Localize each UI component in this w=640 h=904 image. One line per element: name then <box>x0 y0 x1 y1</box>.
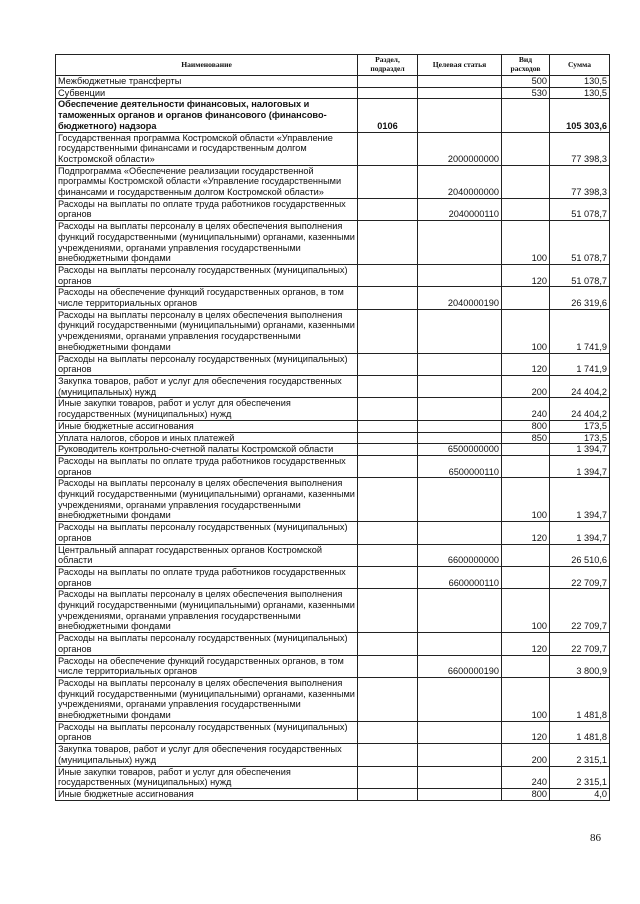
cell-expense-type <box>502 99 550 132</box>
cell-expense-type: 200 <box>502 375 550 397</box>
header-name: Наименование <box>56 55 358 76</box>
table-row <box>56 309 610 353</box>
cell-sum: 26 319,6 <box>550 287 610 309</box>
cell-name: Расходы на выплаты персоналу государственных (муниципальных) органов <box>56 633 358 655</box>
cell-expense-type: 120 <box>502 522 550 544</box>
cell-section <box>358 76 418 88</box>
cell-section <box>358 766 418 788</box>
cell-target-article <box>418 744 502 766</box>
cell-expense-type: 100 <box>502 677 550 721</box>
cell-name: Расходы на выплаты персоналу в целях обеспечения выполнения функций государственными (муниципальными) органами, казенными учреждениями, органами управления государственными внебюджетными фондами <box>56 221 358 265</box>
cell-sum: 1 394,7 <box>550 444 610 456</box>
table-row <box>56 87 610 99</box>
cell-section <box>358 455 418 477</box>
cell-section: 0106 <box>358 99 418 132</box>
cell-name: Государственная программа Костромской области «Управление государственными финансами и государственным долгом Костромской области» <box>56 132 358 165</box>
cell-name: Расходы на выплаты персоналу в целях обеспечения выполнения функций государственными (муниципальными) органами, казенными учреждениями, органами управления государственными внебюджетными фондами <box>56 589 358 633</box>
cell-target-article <box>418 766 502 788</box>
cell-expense-type: 120 <box>502 721 550 743</box>
cell-name: Расходы на выплаты персоналу государственных (муниципальных) органов <box>56 522 358 544</box>
cell-target-article <box>418 789 502 801</box>
cell-name: Расходы на обеспечение функций государственных органов, в том числе территориальных органов <box>56 287 358 309</box>
table-row <box>56 455 610 477</box>
cell-sum: 1 741,9 <box>550 309 610 353</box>
cell-section <box>358 221 418 265</box>
cell-name: Подпрограмма «Обеспечение реализации государственной программы Костромской области «Управление государственными финансами и государственным долгом Костромской области» <box>56 165 358 198</box>
cell-expense-type <box>502 132 550 165</box>
header-sum: Сумма <box>550 55 610 76</box>
cell-name: Руководитель контрольно-счетной палаты Костромской области <box>56 444 358 456</box>
header-section: Раздел, подраздел <box>358 55 418 76</box>
table-row <box>56 766 610 788</box>
cell-expense-type <box>502 165 550 198</box>
cell-name: Расходы на выплаты персоналу в целях обеспечения выполнения функций государственными (муниципальными) органами, казенными учреждениями, органами управления государственными внебюджетными фондами <box>56 478 358 522</box>
cell-sum: 22 709,7 <box>550 566 610 588</box>
cell-expense-type: 120 <box>502 633 550 655</box>
table-row <box>56 165 610 198</box>
cell-sum: 51 078,7 <box>550 264 610 286</box>
table-row <box>56 655 610 677</box>
cell-section <box>358 789 418 801</box>
table-row <box>56 522 610 544</box>
cell-section <box>358 87 418 99</box>
cell-target-article <box>418 221 502 265</box>
cell-sum: 3 800,9 <box>550 655 610 677</box>
table-row <box>56 444 610 456</box>
table-row <box>56 420 610 432</box>
cell-section <box>358 375 418 397</box>
cell-section <box>358 721 418 743</box>
cell-target-article <box>418 398 502 420</box>
cell-sum: 26 510,6 <box>550 544 610 566</box>
cell-target-article <box>418 677 502 721</box>
cell-sum: 130,5 <box>550 87 610 99</box>
cell-sum: 24 404,2 <box>550 398 610 420</box>
cell-name: Закупка товаров, работ и услуг для обеспечения государственных (муниципальных) нужд <box>56 744 358 766</box>
table-row <box>56 287 610 309</box>
table-row <box>56 353 610 375</box>
table-row <box>56 375 610 397</box>
table-row <box>56 789 610 801</box>
cell-sum: 4,0 <box>550 789 610 801</box>
table-row <box>56 221 610 265</box>
cell-target-article <box>418 309 502 353</box>
cell-sum: 51 078,7 <box>550 221 610 265</box>
cell-section <box>358 198 418 220</box>
cell-target-article <box>418 76 502 88</box>
cell-section <box>358 398 418 420</box>
cell-target-article <box>418 432 502 444</box>
cell-section <box>358 744 418 766</box>
cell-name: Расходы на выплаты по оплате труда работников государственных органов <box>56 566 358 588</box>
cell-name: Иные закупки товаров, работ и услуг для обеспечения государственных (муниципальных) нужд <box>56 766 358 788</box>
budget-table <box>55 54 610 801</box>
table-row <box>56 478 610 522</box>
cell-sum: 51 078,7 <box>550 198 610 220</box>
cell-expense-type: 200 <box>502 744 550 766</box>
cell-section <box>358 432 418 444</box>
table-row <box>56 264 610 286</box>
cell-sum: 105 303,6 <box>550 99 610 132</box>
cell-section <box>358 566 418 588</box>
cell-target-article <box>418 589 502 633</box>
table-row <box>56 589 610 633</box>
table-row <box>56 132 610 165</box>
cell-expense-type: 100 <box>502 309 550 353</box>
cell-sum: 1 481,8 <box>550 677 610 721</box>
cell-expense-type <box>502 287 550 309</box>
cell-expense-type <box>502 566 550 588</box>
table-row <box>56 544 610 566</box>
cell-target-article: 6500000000 <box>418 444 502 456</box>
cell-target-article <box>418 633 502 655</box>
cell-sum: 22 709,7 <box>550 633 610 655</box>
cell-target-article <box>418 478 502 522</box>
table-row <box>56 76 610 88</box>
cell-sum: 2 315,1 <box>550 744 610 766</box>
cell-sum: 130,5 <box>550 76 610 88</box>
cell-section <box>358 264 418 286</box>
cell-target-article <box>418 353 502 375</box>
cell-name: Расходы на выплаты персоналу в целях обеспечения выполнения функций государственными (муниципальными) органами, казенными учреждениями, органами управления государственными внебюджетными фондами <box>56 677 358 721</box>
cell-section <box>358 165 418 198</box>
cell-expense-type: 800 <box>502 789 550 801</box>
cell-name: Расходы на выплаты персоналу государственных (муниципальных) органов <box>56 264 358 286</box>
cell-name: Расходы на обеспечение функций государственных органов, в том числе территориальных органов <box>56 655 358 677</box>
cell-sum: 22 709,7 <box>550 589 610 633</box>
table-row <box>56 432 610 444</box>
table-row <box>56 566 610 588</box>
cell-section <box>358 309 418 353</box>
cell-target-article: 2040000000 <box>418 165 502 198</box>
cell-expense-type <box>502 655 550 677</box>
cell-target-article: 2040000190 <box>418 287 502 309</box>
cell-sum: 1 394,7 <box>550 522 610 544</box>
table-row <box>56 633 610 655</box>
cell-section <box>358 589 418 633</box>
cell-target-article: 6600000000 <box>418 544 502 566</box>
cell-section <box>358 420 418 432</box>
table-row <box>56 721 610 743</box>
cell-name: Субвенции <box>56 87 358 99</box>
cell-section <box>358 353 418 375</box>
cell-section <box>358 478 418 522</box>
cell-sum: 2 315,1 <box>550 766 610 788</box>
header-article: Целевая статья <box>418 55 502 76</box>
cell-expense-type <box>502 544 550 566</box>
cell-name: Иные закупки товаров, работ и услуг для обеспечения государственных (муниципальных) нужд <box>56 398 358 420</box>
cell-expense-type <box>502 198 550 220</box>
cell-expense-type <box>502 455 550 477</box>
header-expense-type: Вид расходов <box>502 55 550 76</box>
cell-name: Обеспечение деятельности финансовых, налоговых и таможенных органов и органов финансового (финансово-бюджетного) надзора <box>56 99 358 132</box>
cell-target-article: 2000000000 <box>418 132 502 165</box>
cell-sum: 1 394,7 <box>550 455 610 477</box>
cell-expense-type: 530 <box>502 87 550 99</box>
cell-section <box>358 544 418 566</box>
cell-name: Иные бюджетные ассигнования <box>56 420 358 432</box>
cell-expense-type: 100 <box>502 221 550 265</box>
header-row <box>56 55 610 76</box>
cell-section <box>358 132 418 165</box>
cell-name: Расходы на выплаты персоналу в целях обеспечения выполнения функций государственными (муниципальными) органами, казенными учреждениями, органами управления государственными внебюджетными фондами <box>56 309 358 353</box>
cell-sum: 24 404,2 <box>550 375 610 397</box>
cell-name: Иные бюджетные ассигнования <box>56 789 358 801</box>
cell-expense-type: 850 <box>502 432 550 444</box>
cell-target-article: 2040000110 <box>418 198 502 220</box>
cell-expense-type <box>502 444 550 456</box>
cell-name: Расходы на выплаты по оплате труда работников государственных органов <box>56 455 358 477</box>
cell-name: Межбюджетные трансферты <box>56 76 358 88</box>
table-row <box>56 744 610 766</box>
cell-expense-type: 120 <box>502 353 550 375</box>
cell-target-article <box>418 99 502 132</box>
cell-sum: 77 398,3 <box>550 165 610 198</box>
cell-target-article: 6500000110 <box>418 455 502 477</box>
table-row <box>56 677 610 721</box>
table-row <box>56 398 610 420</box>
cell-name: Расходы на выплаты персоналу государственных (муниципальных) органов <box>56 721 358 743</box>
cell-section <box>358 677 418 721</box>
cell-section <box>358 287 418 309</box>
cell-target-article <box>418 420 502 432</box>
table-row <box>56 198 610 220</box>
cell-name: Расходы на выплаты по оплате труда работников государственных органов <box>56 198 358 220</box>
cell-expense-type: 240 <box>502 398 550 420</box>
cell-name: Расходы на выплаты персоналу государственных (муниципальных) органов <box>56 353 358 375</box>
cell-target-article <box>418 264 502 286</box>
cell-sum: 1 741,9 <box>550 353 610 375</box>
cell-target-article <box>418 522 502 544</box>
cell-sum: 1 481,8 <box>550 721 610 743</box>
cell-section <box>358 655 418 677</box>
cell-target-article <box>418 375 502 397</box>
cell-expense-type: 100 <box>502 478 550 522</box>
cell-name: Центральный аппарат государственных органов Костромской области <box>56 544 358 566</box>
cell-expense-type: 240 <box>502 766 550 788</box>
cell-target-article: 6600000110 <box>418 566 502 588</box>
table-body <box>56 76 610 801</box>
cell-sum: 173,5 <box>550 432 610 444</box>
cell-section <box>358 633 418 655</box>
cell-sum: 1 394,7 <box>550 478 610 522</box>
cell-expense-type: 120 <box>502 264 550 286</box>
cell-section <box>358 444 418 456</box>
cell-name: Закупка товаров, работ и услуг для обеспечения государственных (муниципальных) нужд <box>56 375 358 397</box>
cell-target-article: 6600000190 <box>418 655 502 677</box>
cell-sum: 173,5 <box>550 420 610 432</box>
cell-section <box>358 522 418 544</box>
cell-expense-type: 500 <box>502 76 550 88</box>
page-number: 86 <box>590 832 601 844</box>
cell-target-article <box>418 721 502 743</box>
cell-expense-type: 100 <box>502 589 550 633</box>
cell-target-article <box>418 87 502 99</box>
table-row <box>56 99 610 132</box>
cell-sum: 77 398,3 <box>550 132 610 165</box>
cell-name: Уплата налогов, сборов и иных платежей <box>56 432 358 444</box>
cell-expense-type: 800 <box>502 420 550 432</box>
